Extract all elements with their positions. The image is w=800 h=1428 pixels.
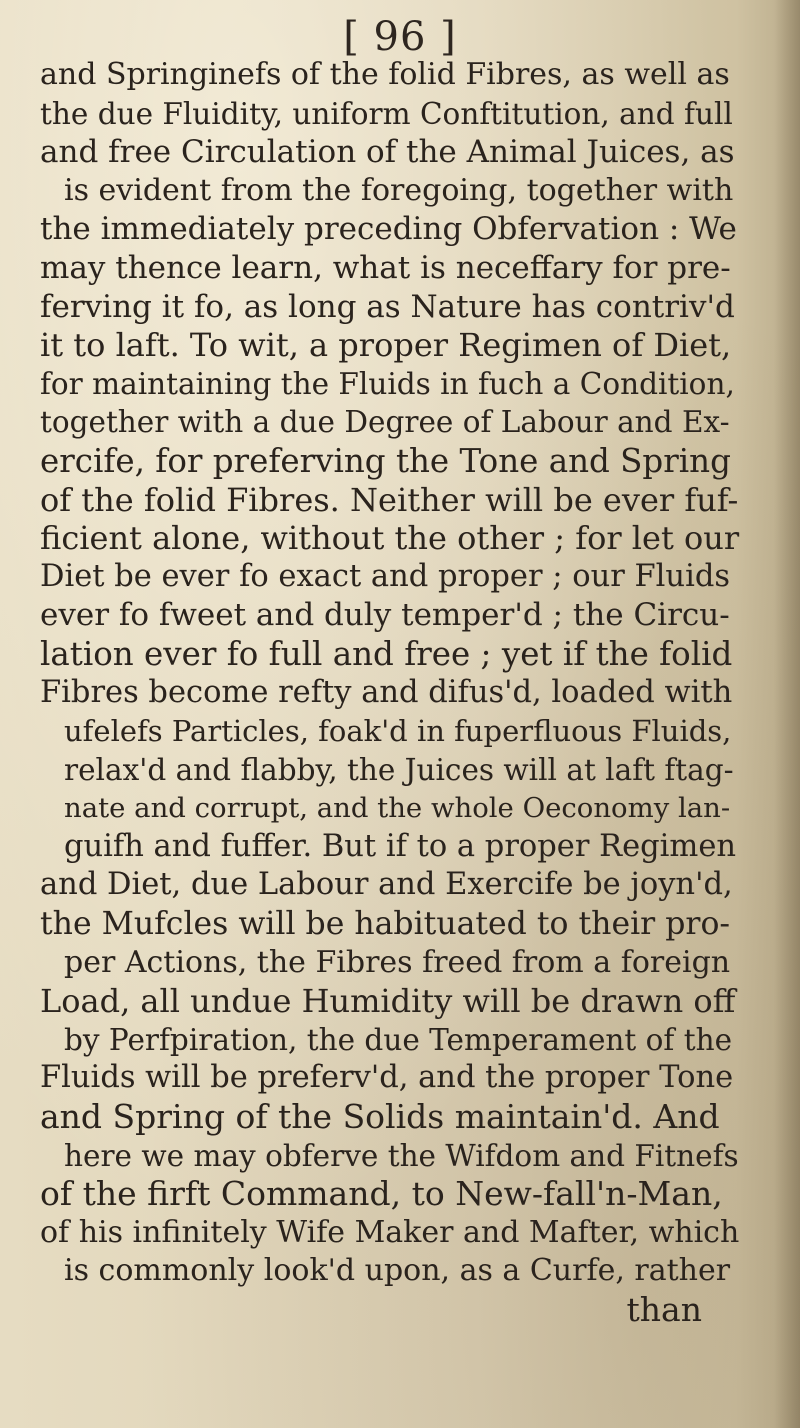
text-line: the immediately preceding Obfervation : We xyxy=(40,211,737,248)
text-line: is evident from the foregoing, together with xyxy=(64,172,734,208)
text-line: ever fo fweet and duly temper'd ; the Circu- xyxy=(40,597,730,634)
text-line: the Mufcles will be habituated to their pro- xyxy=(40,906,731,943)
text-line: Diet be ever fo exact and proper ; our Fluids xyxy=(40,558,731,594)
text-line: by Perfpiration, the due Temperament of the xyxy=(64,1022,733,1057)
text-line: is commonly look'd upon, as a Curfe, rather xyxy=(64,1253,731,1289)
text-line: ferving it fo, as long as Nature has contriv'd xyxy=(40,288,735,325)
text-line: nate and corrupt, and the whole Oeconomy lan- xyxy=(64,792,731,825)
text-line: ufelefs Particles, foak'd in fuperfluous Fluids, xyxy=(64,714,732,749)
text-line: of the firft Command, to New-fall'n-Man, xyxy=(40,1174,723,1214)
text-line: and Diet, due Labour and Exercife be joyn'd, xyxy=(40,867,733,903)
text-line: for maintaining the Fluids in fuch a Condition, xyxy=(40,366,735,401)
text-line: ficient alone, without the other ; for let our xyxy=(40,519,740,558)
text-line: Fluids will be preferv'd, and the proper Tone xyxy=(40,1060,734,1096)
text-line: the due Fluidity, uniform Conftitution, and full xyxy=(40,96,733,131)
page-number: [ 96 ] xyxy=(343,14,457,60)
text-line: lation ever fo full and free ; yet if the folid xyxy=(40,634,733,673)
text-line: here we may obferve the Wifdom and Fitnefs xyxy=(64,1138,739,1173)
text-line: relax'd and flabby, the Juices will at laft ftag- xyxy=(64,752,734,787)
text-line: it to laft. To wit, a proper Regimen of Diet, xyxy=(40,326,732,365)
text-line: of his infinitely Wife Maker and Mafter, which xyxy=(40,1214,740,1250)
text-line: may thence learn, what is neceffary for pre- xyxy=(40,249,731,286)
text-line: guifh and fuffer. But if to a proper Regimen xyxy=(64,828,737,864)
catchword: than xyxy=(626,1290,702,1329)
text-line: ercife, for preferving the Tone and Spring xyxy=(40,441,731,480)
body-text xyxy=(40,56,740,1330)
text-line: and free Circulation of the Animal Juices, as xyxy=(40,134,735,171)
text-line: and Springinefs of the folid Fibres, as well as xyxy=(40,57,730,92)
page-edge-shadow xyxy=(774,0,800,1428)
text-line: and Spring of the Solids maintain'd. And xyxy=(40,1097,720,1137)
text-line: together with a due Degree of Labour and Ex- xyxy=(40,405,730,440)
text-line: of the folid Fibres. Neither will be ever fuf- xyxy=(40,480,739,519)
text-line: Load, all undue Humidity will be drawn off xyxy=(40,982,736,1021)
text-line: per Actions, the Fibres freed from a foreign xyxy=(64,944,731,980)
text-line: Fibres become refty and difus'd, loaded with xyxy=(40,674,733,710)
